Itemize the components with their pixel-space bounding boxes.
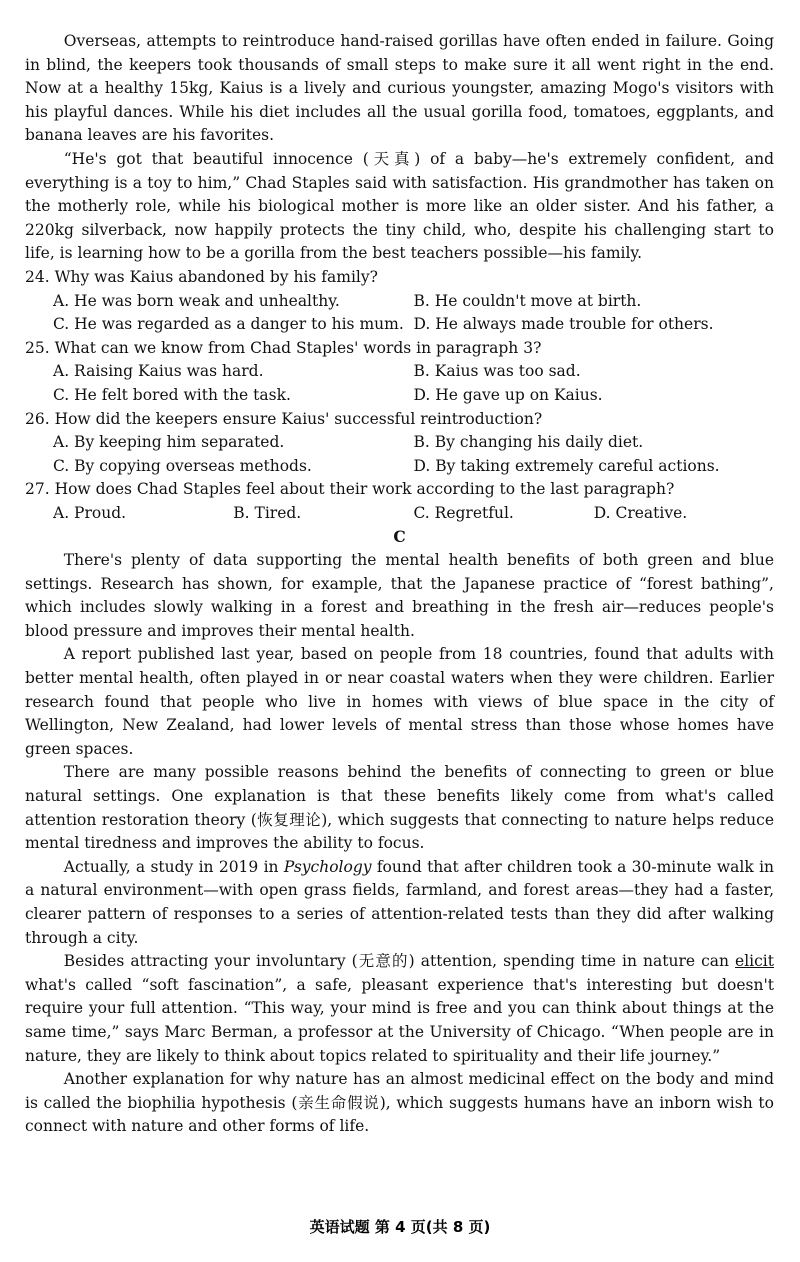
question-25-stem: 25. What can we know from Chad Staples' words in paragraph 3?: [25, 338, 542, 357]
q26-option-d: D. By taking extremely careful actions.: [413, 456, 720, 475]
underlined-word-elicit: elicit: [735, 952, 774, 971]
q26-option-c: C. By copying overseas methods.: [53, 456, 312, 475]
paragraph-c-4: [25, 856, 774, 950]
paragraph-c-1: There's plenty of data supporting the mental health benefits of both green and blue settings. Research has shown, for example, that the Japanese practice of “forest bathing”, which includes slowly walking in a forest and breathing in the fresh air—reduces people's blood pressure and improves their mental health.: [25, 551, 774, 640]
q25-option-b: B. Kaius was too sad.: [413, 362, 581, 381]
page-footer: 英语试题 第 4 页(共 8 页): [309, 1218, 491, 1236]
paragraph-c-2: A report published last year, based on people from 18 countries, found that adults with better mental health, often played in or near coastal waters when they were children. Earlier research found that people who live in homes with views of blue space in the city of Wellington, New Zealand, had lower levels of mental stress than those whose homes have green spaces.: [25, 645, 774, 758]
question-26-stem: 26. How did the keepers ensure Kaius' successful reintroduction?: [25, 409, 543, 428]
paragraph-c-4-before: Actually, a study in 2019 in: [63, 857, 284, 876]
q25-option-c: C. He felt bored with the task.: [53, 385, 291, 404]
question-26-options-row1: [25, 431, 774, 455]
section-heading-c: C: [393, 527, 406, 547]
question-27-options: [25, 502, 774, 526]
question-25-options-row2: [25, 384, 774, 408]
question-26-options-row2: [25, 455, 774, 479]
paragraph-c-6: Another explanation for why nature has an almost medicinal effect on the body and mind is called the biophilia hypothesis (亲生命假说), which suggests humans have an inborn wish to connect with nature and other forms of life.: [25, 1070, 774, 1136]
paragraph-b-1: Overseas, attempts to reintroduce hand-raised gorillas have often ended in failure. Going in blind, the keepers took thousands of small steps to make sure it all went right in the end. Now at a healthy 15kg, Kaius is a lively and curious youngster, amazing Mogo's visitors with his playful dances. While his diet includes all the usual gorilla food, tomatoes, eggplants, and banana leaves are his favorites.: [25, 32, 774, 145]
question-24-options-row2: [25, 313, 774, 337]
question-24-options-row1: [25, 290, 774, 314]
q27-option-c: C. Regretful.: [413, 503, 514, 522]
q27-option-b: B. Tired.: [233, 503, 302, 522]
question-24-stem: 24. Why was Kaius abandoned by his family?: [25, 267, 378, 286]
paragraph-b-2: “He's got that beautiful innocence (天真) of a baby—he's extremely confident, and everything is a toy to him,” Chad Staples said with satisfaction. His grandmother has taken on the motherly role, while his biological mother is more like an older sister. And his father, a 220kg silverback, now happily protects the tiny child, who, despite his challenging start to life, is learning how to be a gorilla from the best teachers possible—his family.: [25, 149, 774, 263]
paragraph-c-5: [25, 950, 774, 1068]
q27-option-a: A. Proud.: [53, 503, 127, 522]
paragraph-c-3: There are many possible reasons behind the benefits of connecting to green or blue natural settings. One explanation is that these benefits likely come from what's called attention restoration theory (恢复理论), which suggests that connecting to nature helps reduce mental tiredness and improves the ability to focus.: [25, 763, 774, 853]
q24-option-b: B. He couldn't move at birth.: [413, 291, 642, 310]
q24-option-a: A. He was born weak and unhealthy.: [53, 291, 340, 310]
q24-option-c: C. He was regarded as a danger to his mum.: [53, 315, 404, 334]
q25-option-a: A. Raising Kaius was hard.: [53, 362, 264, 381]
journal-name: Psychology: [283, 857, 372, 876]
q26-option-b: B. By changing his daily diet.: [413, 433, 644, 452]
question-27-stem: 27. How does Chad Staples feel about their work according to the last paragraph?: [25, 480, 675, 499]
q27-option-d: D. Creative.: [593, 503, 688, 522]
paragraph-c-5-after: what's called “soft fascination”, a safe, pleasant experience that's interesting but doesn't require your full attention. “This way, your mind is free and you can think about things at the same time,” says Marc Berman, a professor at the University of Chicago. “When people are in nature, they are likely to think about topics related to spirituality and their life journey.”: [25, 975, 774, 1065]
paragraph-c-4-after: found that after children took a 30-minute walk in a natural environment—with open grass fields, farmland, and forest areas—they had a faster, clearer pattern of responses to a series of attention-related tests than they did after walking through a city.: [25, 857, 775, 947]
q24-option-d: D. He always made trouble for others.: [413, 315, 714, 334]
q25-option-d: D. He gave up on Kaius.: [413, 385, 603, 404]
q26-option-a: A. By keeping him separated.: [53, 433, 285, 452]
question-25-options-row1: [25, 360, 774, 384]
paragraph-c-5-before: Besides attracting your involuntary (无意的) attention, spending time in nature can: [63, 952, 736, 971]
